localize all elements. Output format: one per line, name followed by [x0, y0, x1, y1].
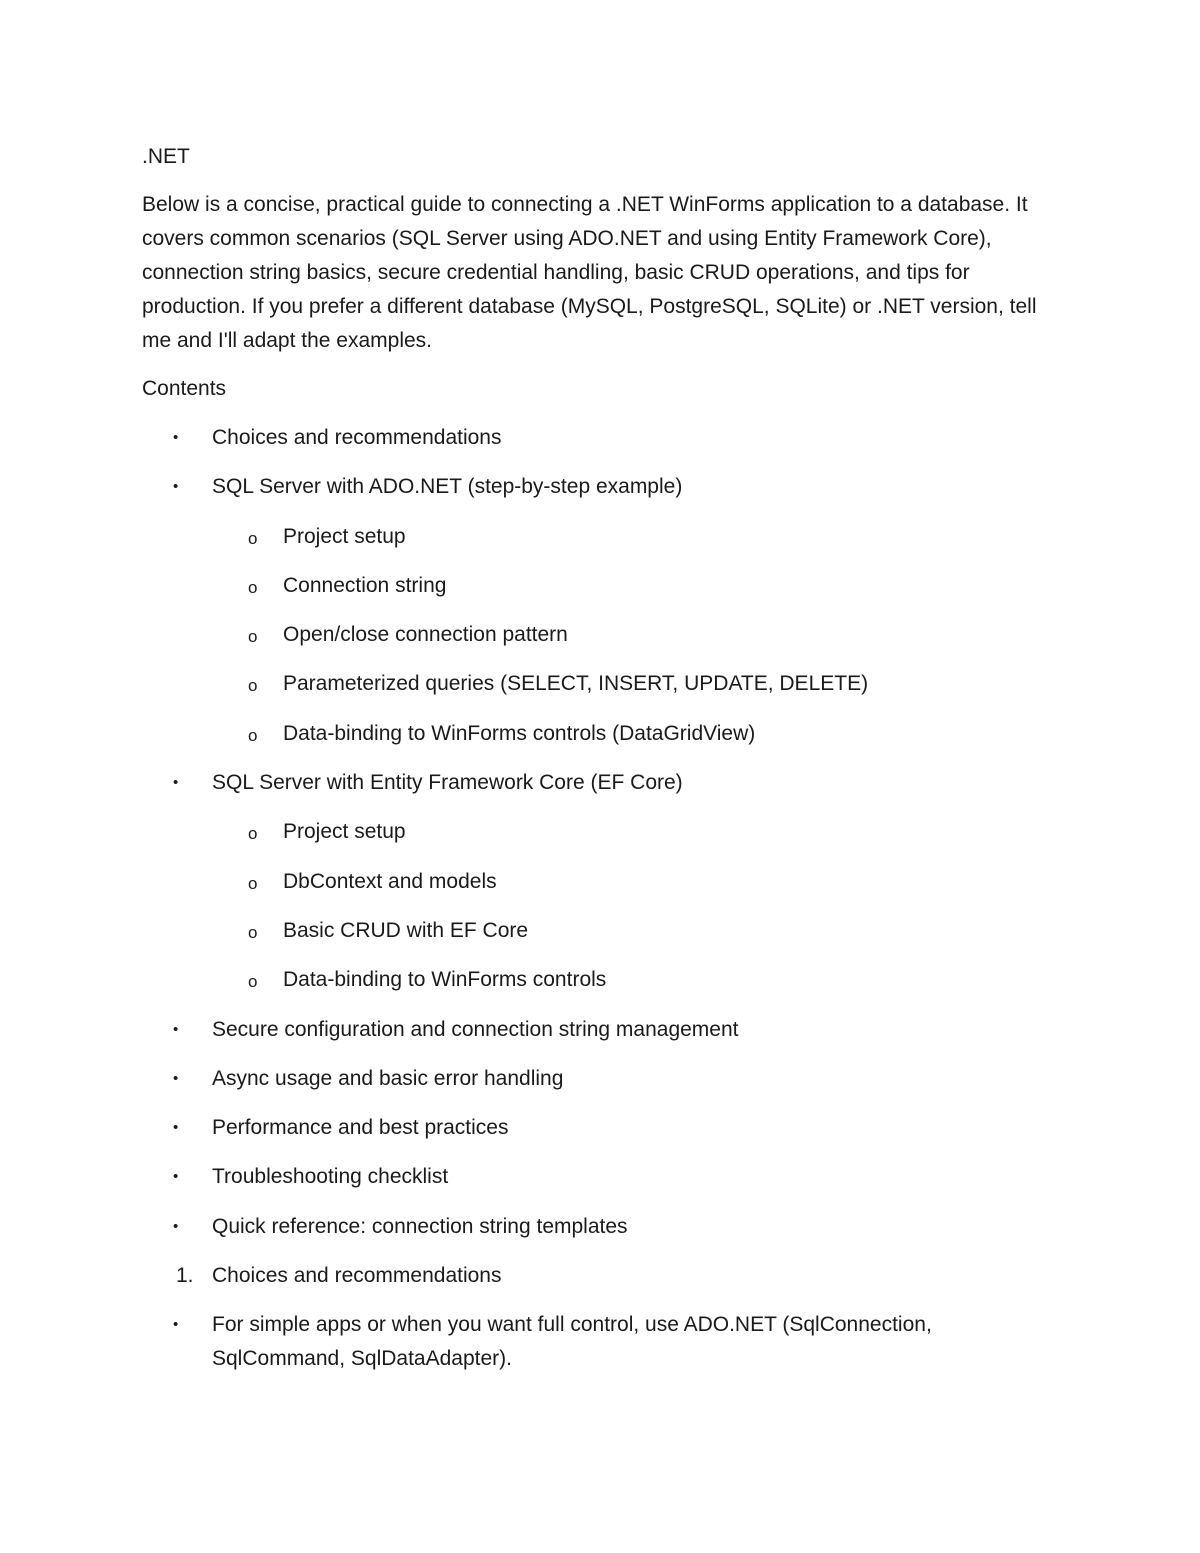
contents-subitem	[142, 865, 1062, 899]
contents-subitem	[142, 569, 1062, 603]
contents-item	[142, 1013, 1062, 1047]
document-page	[142, 140, 1062, 1376]
circle-bullet-icon: o	[248, 873, 258, 893]
contents-subitem	[142, 618, 1062, 652]
contents-subitem-label: Connection string	[283, 573, 447, 597]
circle-bullet-icon: o	[248, 577, 258, 597]
circle-bullet-icon: o	[248, 627, 258, 647]
recommendation-text: For simple apps or when you want full control, use ADO.NET (SqlConnection, SqlCommand, SqlDataAdapter).	[212, 1313, 932, 1371]
section-heading	[142, 1259, 1062, 1293]
contents-subitem-label: Parameterized queries (SELECT, INSERT, UPDATE, DELETE)	[283, 672, 869, 696]
contents-subitem-label: Basic CRUD with EF Core	[283, 918, 529, 942]
circle-bullet-icon: o	[248, 528, 258, 548]
contents-subitem-label: Open/close connection pattern	[283, 623, 568, 647]
section-title: Choices and recommendations	[212, 1264, 502, 1288]
circle-bullet-icon: o	[248, 972, 258, 992]
contents-item	[142, 766, 1062, 800]
contents-subitem	[142, 914, 1062, 948]
contents-item	[142, 1111, 1062, 1145]
contents-item-label: Choices and recommendations	[212, 426, 502, 449]
bullet-icon: •	[173, 1168, 179, 1186]
bullet-icon: •	[173, 1069, 179, 1087]
contents-item	[142, 1210, 1062, 1244]
circle-bullet-icon: o	[248, 725, 258, 745]
contents-item-label: Troubleshooting checklist	[212, 1165, 449, 1189]
circle-bullet-icon: o	[248, 824, 258, 844]
recommendation-item	[142, 1308, 1062, 1376]
contents-subitem-label: Data-binding to WinForms controls	[283, 968, 607, 992]
intro-paragraph: Below is a concise, practical guide to connecting a .NET WinForms application to a database. It covers common scenarios (SQL Server using ADO.NET and using Entity Framework Core), connection string basics, secure credential handling, basic CRUD operations, and tips for production. If you prefer a different database (MySQL, PostgreSQL, SQLite) or .NET version, tell me and I'll adapt the examples.	[142, 193, 1037, 352]
contents-item	[142, 470, 1062, 504]
bullet-icon: •	[173, 774, 179, 792]
contents-subitem	[142, 667, 1062, 701]
contents-heading: Contents	[142, 377, 227, 400]
contents-item-label: Async usage and basic error handling	[212, 1066, 564, 1090]
contents-subitem-label: Project setup	[283, 524, 406, 548]
bullet-icon: •	[173, 1119, 179, 1137]
contents-subitem-label: Project setup	[283, 820, 406, 844]
circle-bullet-icon: o	[248, 922, 258, 942]
circle-bullet-icon: o	[248, 676, 258, 696]
bullet-icon: •	[173, 1217, 179, 1235]
contents-item-label: SQL Server with ADO.NET (step-by-step example)	[212, 475, 683, 499]
contents-item	[142, 1160, 1062, 1194]
bullet-icon: •	[173, 429, 179, 446]
contents-item-label: Performance and best practices	[212, 1116, 509, 1140]
bullet-icon: •	[173, 478, 179, 496]
contents-subitem	[142, 717, 1062, 751]
contents-subitem-label: Data-binding to WinForms controls (DataGridView)	[283, 721, 756, 745]
bullet-icon: •	[173, 1020, 179, 1038]
contents-item	[142, 421, 1062, 455]
contents-subitem-label: DbContext and models	[283, 869, 497, 893]
bullet-icon: •	[173, 1316, 179, 1334]
contents-subitem	[142, 815, 1062, 849]
contents-item-label: Quick reference: connection string templates	[212, 1214, 628, 1238]
document-title: .NET	[142, 145, 190, 168]
contents-subitem	[142, 963, 1062, 997]
section-number: 1.	[176, 1264, 194, 1288]
contents-list	[142, 421, 1062, 1244]
contents-item	[142, 1062, 1062, 1096]
contents-item-label: SQL Server with Entity Framework Core (EF Core)	[212, 771, 683, 795]
contents-subitem	[142, 520, 1062, 554]
contents-item-label: Secure configuration and connection string management	[212, 1017, 739, 1041]
